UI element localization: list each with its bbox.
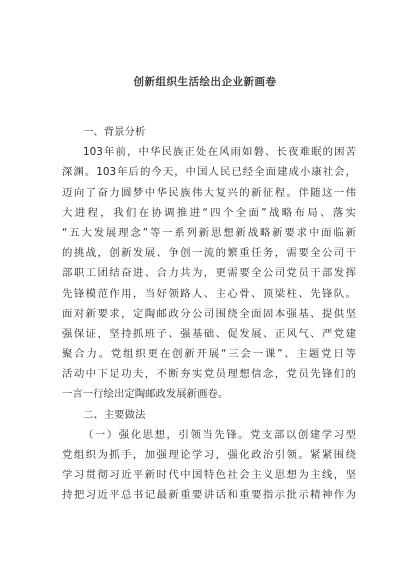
paragraph-line: 持把习近平总书记最新重要讲话和重要指示批示精神作为 — [62, 489, 356, 502]
paragraph-line: （一）强化思想，引领当先锋。党支部以创建学习型 — [83, 428, 356, 441]
paragraph-line: 面对新要求，定陶邮政分公司围绕全面固本强基、提供坚 — [62, 307, 356, 320]
paragraph-line: 部职工团结奋进、合力共为，更需要全公司党员干部发挥 — [62, 267, 356, 280]
paragraph-line: 迈向了奋力圆梦中华民族伟大复兴的新征程。伴随这一伟 — [62, 186, 356, 199]
paragraph-line: 的挑战，创新发展、争创一流的繁重任务，需要全公司干 — [62, 247, 356, 260]
paragraph-line: 党组织为抓手，加强理论学习，强化政治引领。紧紧围绕 — [62, 449, 356, 461]
document-body — [62, 122, 356, 506]
paragraph-line: 大进程，我们在协调推进“四个全面”战略布局、落实 — [62, 206, 356, 219]
paragraph-line: 学习贯彻习近平新时代中国特色社会主义思想为主线，坚 — [62, 469, 356, 482]
paragraph-line: 103年前，中华民族正处在风雨如磐、长夜难眠的困苦 — [83, 146, 356, 159]
section-heading: 一、背景分析 — [83, 126, 146, 138]
paragraph-line: 深渊。103年后的今天，中国人民已经全面建成小康社会， — [62, 166, 356, 179]
paragraph-line: 强保证，坚持抓班子、强基础、促发展、正风气、严党建 — [62, 327, 356, 340]
paragraph-line: 活动中下足功夫，不断夯实党员理想信念，党员先锋们的 — [62, 368, 356, 381]
paragraph-line: 一言一行绘出定陶邮政发展新画卷。 — [62, 388, 229, 401]
paragraph-line: 先锋模范作用，当好领路人、主心骨、顶梁柱、先锋队。 — [62, 287, 356, 300]
section-heading: 二、主要做法 — [83, 408, 146, 421]
paragraph-line: “五大发展理念”等一系列新思想新战略新要求中面临新 — [62, 226, 356, 239]
paragraph-line: 聚合力。党组织更在创新开展“三会一课”、主题党日等 — [62, 348, 356, 361]
document-title: 创新组织生活绘出企业新画卷 — [133, 76, 277, 88]
